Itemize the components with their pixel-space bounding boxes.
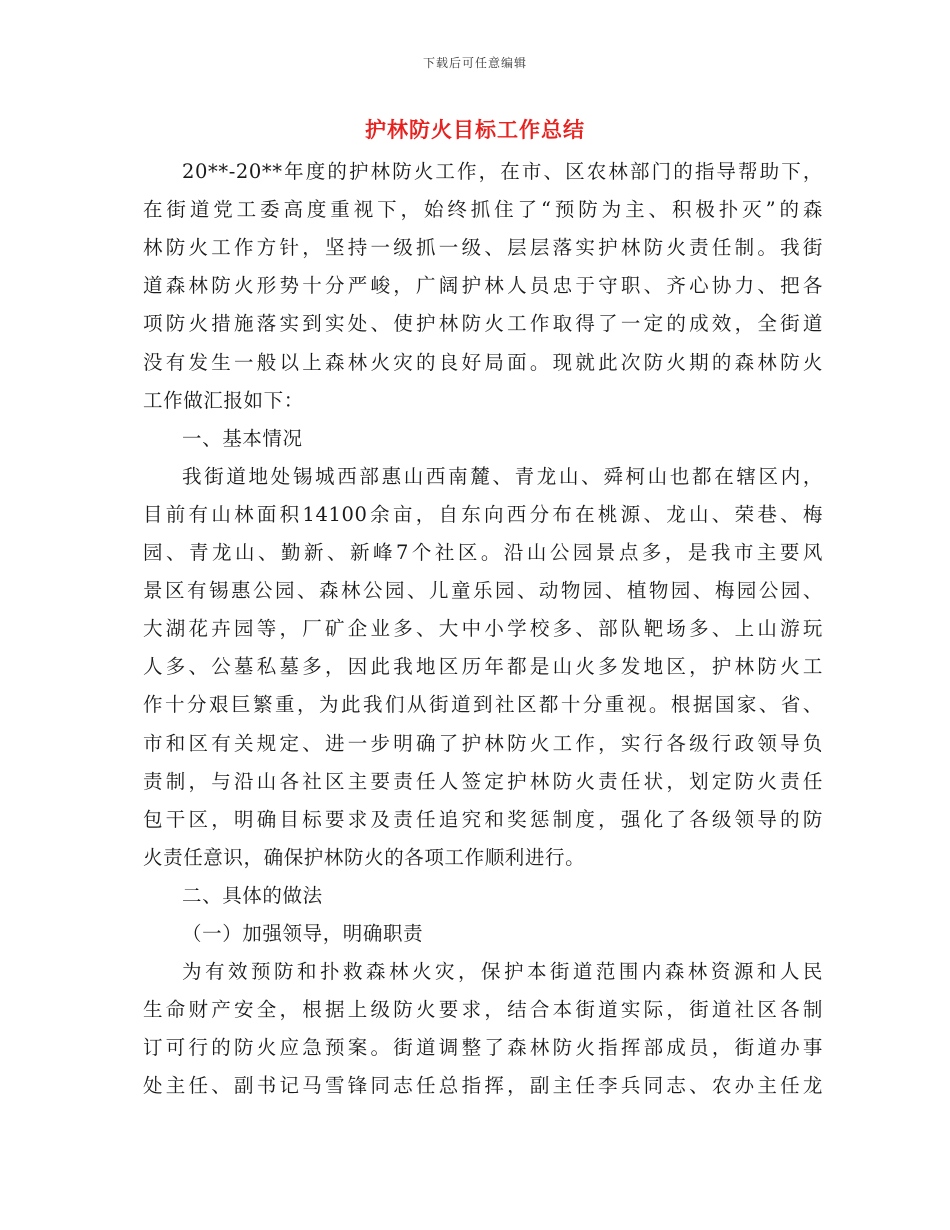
body-line: 林防火工作方针，坚持一级抓一级、层层落实护林防火责任制。我街 bbox=[143, 236, 823, 260]
body-line: 没有发生一般以上森林火灾的良好局面。现就此次防火期的森林防火 bbox=[143, 350, 823, 374]
body-line: 二、具体的做法 bbox=[182, 883, 323, 907]
body-line: 责制，与沿山各社区主要责任人签定护林防火责任状，划定防火责任 bbox=[143, 769, 823, 793]
header-note: 下载后可任意编辑 bbox=[422, 56, 527, 70]
body-line: 景区有锡惠公园、森林公园、儿童乐园、动物园、植物园、梅园公园、 bbox=[143, 579, 823, 603]
body-line: 目前有山林面积14100余亩，自东向西分布在桃源、龙山、荣巷、梅 bbox=[143, 502, 823, 526]
document-title: 护林防火目标工作总结 bbox=[365, 117, 585, 142]
body-line: （一）加强领导，明确职责 bbox=[182, 922, 424, 945]
body-line: 20**-20**年度的护林防火工作，在市、区农林部门的指导帮助下， bbox=[182, 160, 823, 183]
body-line: 园、青龙山、勤新、新峰7个社区。沿山公园景点多，是我市主要风 bbox=[143, 541, 823, 564]
body-line: 在街道党工委高度重视下，始终抓住了“预防为主、积极扑灭”的森 bbox=[143, 198, 823, 222]
body-line: 我街道地处锡城西部惠山西南麓、青龙山、舜柯山也都在辖区内， bbox=[182, 464, 823, 488]
body-line: 火责任意识，确保护林防火的各项工作顺利进行。 bbox=[143, 845, 586, 869]
body-line: 包干区，明确目标要求及责任追究和奖惩制度，强化了各级领导的防 bbox=[143, 807, 823, 831]
body-line: 生命财产安全，根据上级防火要求，结合本街道实际，街道社区各制 bbox=[143, 998, 823, 1022]
body-line: 项防火措施落实到实处、使护林防火工作取得了一定的成效，全街道 bbox=[143, 312, 823, 336]
body-line: 工作做汇报如下： bbox=[143, 388, 304, 412]
body-line: 道森林防火形势十分严峻，广阔护林人员忠于守职、齐心协力、把各 bbox=[143, 274, 823, 298]
body-line: 订可行的防火应急预案。街道调整了森林防火指挥部成员，街道办事 bbox=[143, 1036, 823, 1060]
body-line: 处主任、副书记马雪锋同志任总指挥，副主任李兵同志、农办主任龙 bbox=[143, 1074, 823, 1098]
body-line: 大湖花卉园等，厂矿企业多、大中小学校多、部队靶场多、上山游玩 bbox=[143, 617, 823, 641]
body-line: 为有效预防和扑救森林火灾，保护本街道范围内森林资源和人民 bbox=[182, 960, 823, 984]
body-line: 一、基本情况 bbox=[182, 426, 303, 450]
body-line: 市和区有关规定、进一步明确了护林防火工作，实行各级行政领导负 bbox=[143, 731, 823, 755]
body-line: 人多、公墓私墓多，因此我地区历年都是山火多发地区，护林防火工 bbox=[143, 655, 823, 679]
body-line: 作十分艰巨繁重，为此我们从街道到社区都十分重视。根据国家、省、 bbox=[143, 693, 823, 717]
